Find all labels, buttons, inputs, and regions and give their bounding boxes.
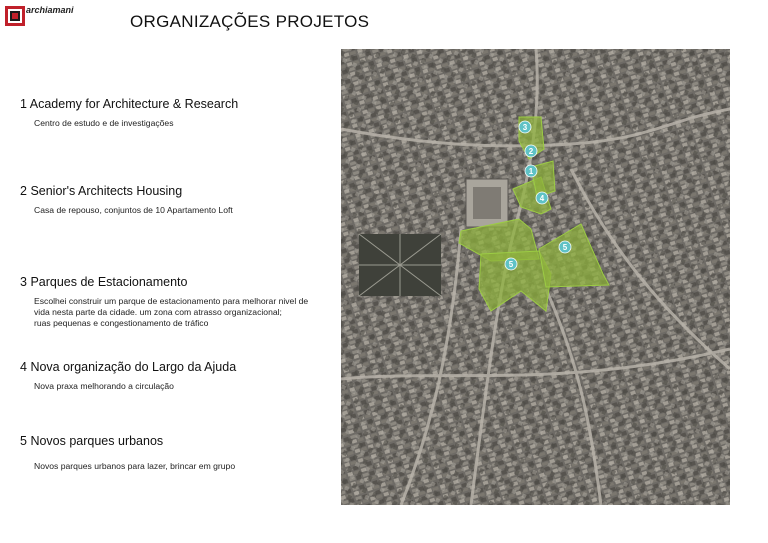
project-item-4	[20, 360, 340, 392]
marker-2[interactable]	[525, 145, 537, 157]
desc-line: Casa de repouso, conjuntos de 10 Apartamento Loft	[34, 205, 233, 215]
marker-3[interactable]	[519, 121, 531, 133]
project-desc	[34, 296, 340, 329]
botanical-garden	[359, 234, 441, 296]
project-item-3	[20, 275, 340, 329]
desc-line: ruas pequenas e congestionamento de tráfico	[34, 318, 209, 328]
marker-5b[interactable]	[559, 241, 571, 253]
project-title: Nova organização do Largo da Ajuda	[30, 360, 237, 374]
svg-text:4: 4	[539, 194, 545, 203]
desc-line: Escolhei construir um parque de estacionamento para melhorar nivel de	[34, 296, 309, 306]
project-number: 2	[20, 184, 27, 198]
svg-text:5: 5	[508, 260, 514, 269]
project-item-5	[20, 434, 340, 472]
project-title: Senior's Architects Housing	[30, 184, 183, 198]
svg-text:2: 2	[528, 147, 534, 156]
desc-line: Nova praxa melhorando a circulação	[34, 381, 174, 391]
marker-5a[interactable]	[505, 258, 517, 270]
project-number: 5	[20, 434, 27, 448]
project-item-2	[20, 184, 340, 216]
marker-4[interactable]	[536, 192, 548, 204]
marker-1[interactable]	[525, 165, 537, 177]
project-desc	[34, 118, 340, 129]
project-desc	[34, 461, 340, 472]
project-desc	[34, 381, 340, 392]
project-title: Academy for Architecture & Research	[29, 97, 239, 111]
project-number: 4	[20, 360, 27, 374]
project-item-1	[20, 97, 340, 129]
desc-line: vida nesta parte da cidade. um zona com atrasso organizacional;	[34, 307, 282, 317]
logo-text: archiamani	[26, 5, 74, 15]
svg-text:3: 3	[522, 123, 528, 132]
project-desc	[34, 205, 340, 216]
page-title: ORGANIZAÇÕES PROJETOS	[130, 12, 370, 31]
palace-courtyard	[473, 187, 501, 219]
svg-text:5: 5	[562, 243, 568, 252]
project-title: Novos parques urbanos	[30, 434, 164, 448]
svg-text:1: 1	[528, 167, 534, 176]
project-number: 1	[20, 97, 27, 111]
aerial-map	[341, 49, 730, 505]
desc-line: Centro de estudo e de investigações	[34, 118, 174, 128]
desc-line: Novos parques urbanos para lazer, brincar em grupo	[34, 461, 236, 471]
project-number: 3	[20, 275, 27, 289]
project-title: Parques de Estacionamento	[30, 275, 188, 289]
